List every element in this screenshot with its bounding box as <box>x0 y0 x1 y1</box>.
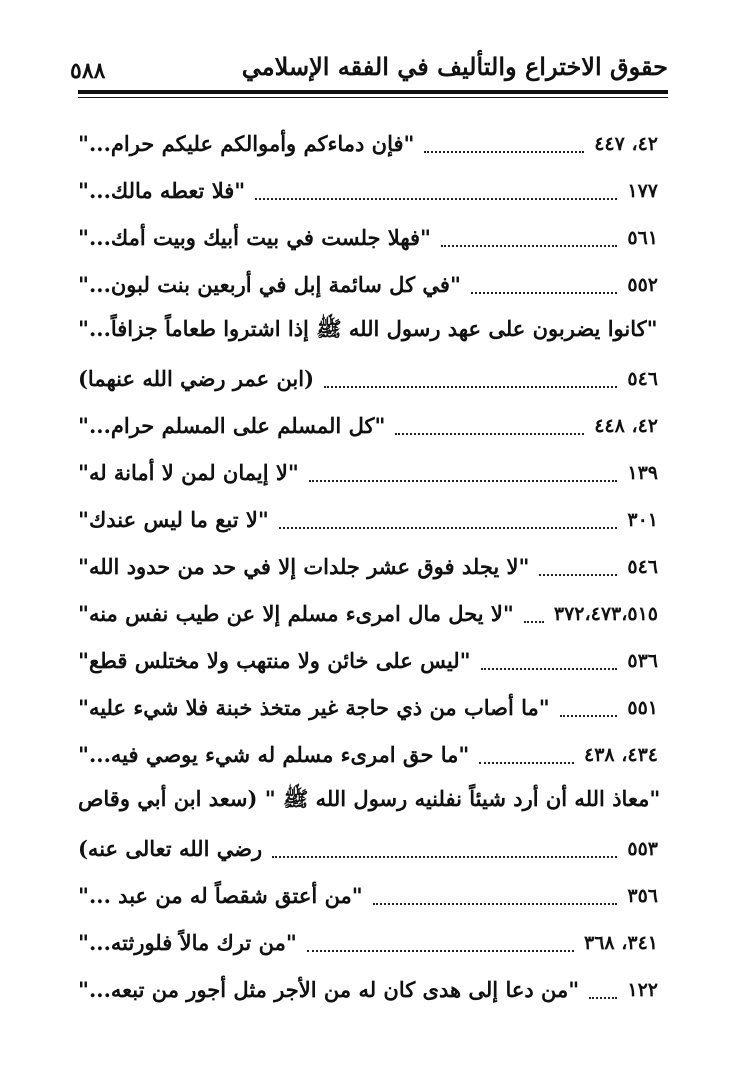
entry-text: (ابن عمر رضي الله عنهما) <box>78 366 315 391</box>
page-header <box>70 52 668 88</box>
entry-text: "من ترك مالاً فلورثته..." <box>78 930 297 955</box>
leader-dots <box>272 856 617 858</box>
entry-pages: ٥٦١ <box>627 226 658 249</box>
leader-dots <box>589 997 617 999</box>
index-entry <box>78 449 658 496</box>
index-entry <box>78 731 658 778</box>
index-entry <box>78 684 658 731</box>
entry-pages: ٥٣٦ <box>627 649 658 672</box>
entry-text: "لا يحل مال امرىء مسلم إلا عن طيب نفس منه" <box>78 601 514 626</box>
index-entry <box>78 167 658 214</box>
index-entry <box>78 402 658 449</box>
entry-text: "كانوا يضربون على عهد رسول الله ﷺ إذا اشتروا طعاماً جزافاً..." <box>78 316 658 341</box>
leader-dots <box>279 527 618 529</box>
index-entry <box>78 637 658 684</box>
index-entry <box>78 308 658 355</box>
entry-pages: ٤٢، ٤٤٨ <box>594 414 658 437</box>
entry-text: "فلا تعطه مالك..." <box>78 178 246 203</box>
leader-dots <box>255 198 617 200</box>
entry-text: "في كل سائمة إبل في أربعين بنت لبون..." <box>78 272 461 297</box>
entry-pages: ١٢٢ <box>627 978 658 1001</box>
index-entry <box>78 919 658 966</box>
entry-pages: ٥٤٦ <box>627 367 658 390</box>
index-entry <box>78 872 658 919</box>
entry-text: "من دعا إلى هدى كان له من الأجر مثل أجور من تبعه..." <box>78 977 580 1002</box>
leader-dots <box>560 715 618 717</box>
leader-dots <box>524 621 544 623</box>
entry-pages: ١٣٩ <box>627 461 658 484</box>
index-entry <box>78 590 658 637</box>
entry-text: "معاذ الله أن أرد شيئاً نفلنيه رسول الله ﷺ " (سعد ابن أبي وقاص <box>78 786 661 811</box>
entry-pages: ٥٥١ <box>627 696 658 719</box>
leader-dots <box>307 950 574 952</box>
leader-dots <box>424 151 584 153</box>
index-entry <box>78 120 658 167</box>
leader-dots <box>471 292 617 294</box>
index-entry <box>78 966 658 1013</box>
header-rule-thick <box>78 90 668 94</box>
entry-pages: ١٧٧ <box>627 179 658 202</box>
entry-text: "من أعتق شقصاً له من عبد ..." <box>78 883 363 908</box>
index-entry <box>78 496 658 543</box>
leader-dots <box>373 903 618 905</box>
entry-pages: ٥٥٣ <box>627 837 658 860</box>
entry-pages: ٣٠١ <box>627 508 658 531</box>
entry-pages: ٥٥٢ <box>627 273 658 296</box>
entry-pages: ٣٤١، ٣٦٨ <box>584 931 658 954</box>
entry-pages: ٤٣٤، ٤٣٨ <box>584 743 658 766</box>
leader-dots <box>481 668 618 670</box>
entry-pages: ٤٢، ٤٤٧ <box>594 132 658 155</box>
index-entries <box>78 120 661 1013</box>
entry-text: "لا يجلد فوق عشر جلدات إلا في حد من حدود الله" <box>78 554 530 579</box>
leader-dots <box>324 386 617 388</box>
index-entry <box>78 261 658 308</box>
leader-dots <box>539 574 617 576</box>
running-title: حقوق الاختراع والتأليف في الفقه الإسلامي <box>241 52 668 81</box>
index-entry <box>78 214 658 261</box>
leader-dots <box>441 245 617 247</box>
entry-text: "ما أصاب من ذي حاجة غير متخذ خبنة فلا شيء عليه" <box>78 695 550 720</box>
entry-text: "فهلا جلست في بيت أبيك وبيت أمك..." <box>78 225 432 250</box>
leader-dots <box>309 480 618 482</box>
entry-text: "كل المسلم على المسلم حرام..." <box>78 413 386 438</box>
entry-text: "ليس على خائن ولا منتهب ولا مختلس قطع" <box>78 648 471 673</box>
index-entry <box>78 355 658 402</box>
entry-pages: ٣٥٦ <box>627 884 658 907</box>
leader-dots <box>395 433 584 435</box>
entry-text: رضي الله تعالى عنه) <box>78 836 263 861</box>
header-rule-thin <box>78 97 668 98</box>
index-entry <box>78 825 658 872</box>
index-entry <box>78 543 658 590</box>
entry-pages: ٣٧٢،٤٧٣،٥١٥ <box>553 602 658 625</box>
entry-text: "لا إيمان لمن لا أمانة له" <box>78 460 299 485</box>
entry-pages: ٥٤٦ <box>627 555 658 578</box>
entry-text: "فإن دماءكم وأموالكم عليكم حرام..." <box>78 131 415 156</box>
page-number: ٥٨٨ <box>70 58 106 84</box>
entry-text: "لا تبع ما ليس عندك" <box>78 507 269 532</box>
leader-dots <box>479 762 574 764</box>
index-entry <box>78 778 661 825</box>
entry-text: "ما حق امرىء مسلم له شيء يوصي فيه..." <box>78 742 470 767</box>
